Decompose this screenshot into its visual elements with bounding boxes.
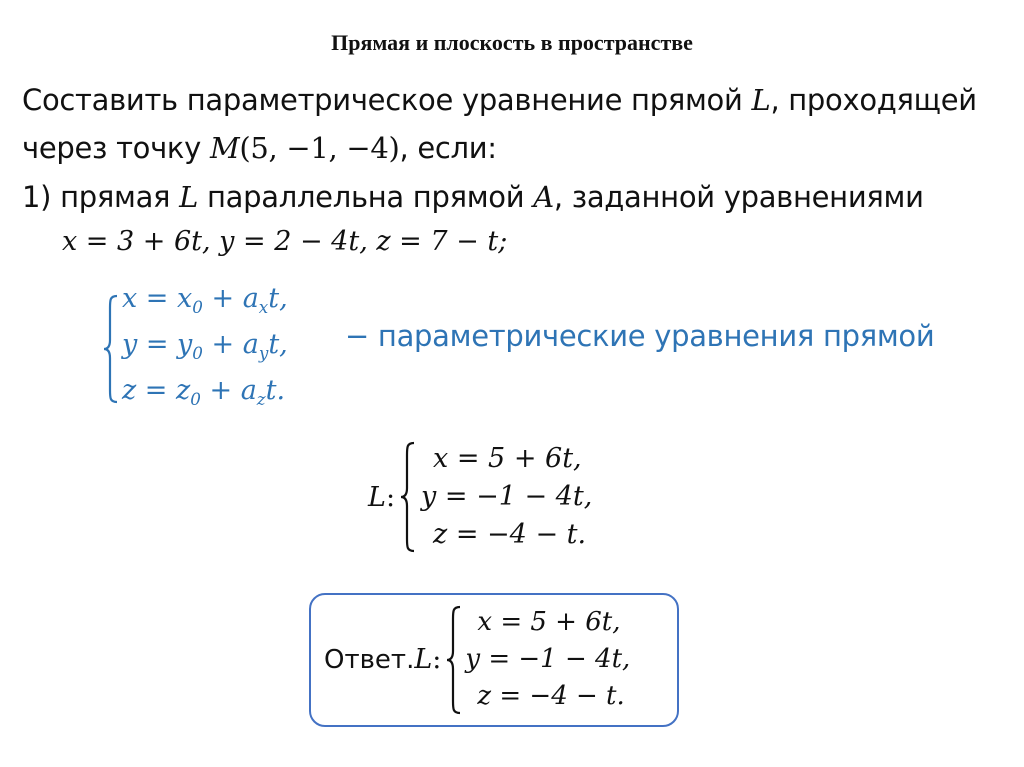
general-eq-z: $z = z_0 + a_zt$. bbox=[122, 374, 286, 409]
problem-line-2 bbox=[22, 131, 497, 165]
problem-line-1 bbox=[22, 83, 977, 117]
problem-text: , заданной уравнениями bbox=[553, 180, 924, 214]
left-brace-icon bbox=[445, 605, 463, 715]
problem-line-3 bbox=[22, 180, 924, 214]
given-line-equation: x = 3 + 6t, y = 2 − 4t, z = 7 − t; bbox=[62, 226, 508, 257]
point-M: M bbox=[209, 131, 240, 165]
solution-colon: : bbox=[385, 481, 396, 513]
solution-eq-z: z = −4 − t. bbox=[433, 519, 587, 550]
problem-text: , проходящей bbox=[770, 83, 977, 117]
answer-eq-x: x = 5 + 6t, bbox=[477, 607, 621, 637]
answer-label: L bbox=[414, 644, 433, 675]
answer-system bbox=[324, 604, 630, 715]
problem-text: 1) прямая bbox=[22, 180, 180, 214]
var-L: L bbox=[179, 180, 199, 214]
answer-eq-z: z = −4 − t. bbox=[477, 681, 625, 711]
solution-system bbox=[368, 440, 592, 554]
var-A: A bbox=[533, 180, 554, 214]
solution-eq-y: y = −1 − 4t, bbox=[421, 481, 593, 512]
general-eq-y: $y = y_0 + a_yt$, bbox=[122, 328, 288, 363]
general-caption: − параметрические уравнения прямой bbox=[345, 319, 935, 353]
problem-text: параллельна прямой bbox=[198, 180, 534, 214]
answer-prefix: Ответ. bbox=[324, 644, 415, 675]
slide-title: Прямая и плоскость в пространстве bbox=[331, 30, 693, 55]
solution-label: L bbox=[368, 481, 386, 513]
general-parametric-system bbox=[102, 280, 288, 418]
problem-text: , если: bbox=[399, 131, 497, 165]
left-brace-icon bbox=[102, 294, 120, 404]
answer-eq-y: y = −1 − 4t, bbox=[465, 644, 631, 674]
solution-eq-x: x = 5 + 6t, bbox=[433, 443, 582, 474]
left-brace-icon bbox=[399, 441, 417, 553]
problem-text: через точку bbox=[22, 131, 210, 165]
var-L: L bbox=[751, 83, 771, 117]
problem-text: Составить параметрическое уравнение прямой bbox=[22, 83, 752, 117]
answer-colon: : bbox=[432, 644, 442, 675]
general-eq-x: $x = x_0 + a_xt$, bbox=[122, 283, 288, 317]
point-coords: (5, −1, −4) bbox=[239, 131, 400, 165]
